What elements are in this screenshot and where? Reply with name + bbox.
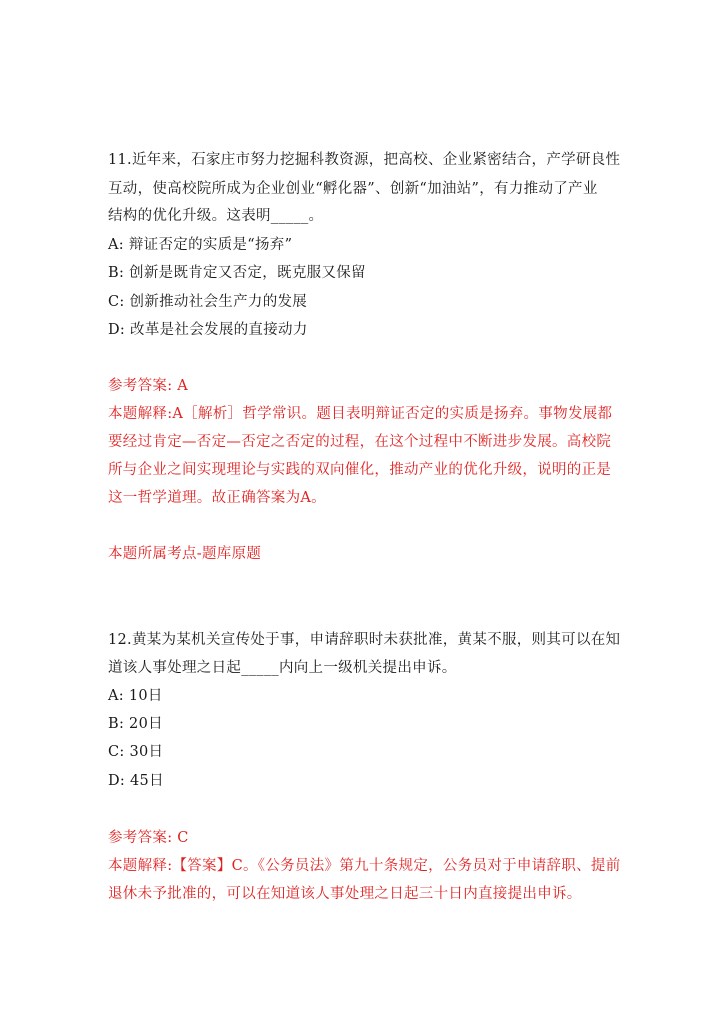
q12-option-b: B: 20日	[108, 716, 163, 732]
q12-stem-line-2: 道该人事处理之日起_____内向上一级机关提出申诉。	[108, 660, 457, 676]
q11-option-c: C: 创新推动社会生产力的发展	[108, 294, 308, 310]
q12-explanation-line-2: 退休未予批准的，可以在知道该人事处理之日起三十日内直接提出申诉。	[108, 886, 582, 902]
q11-explanation-line-4: 这一哲学道理。故正确答案为A。	[108, 490, 326, 506]
q12-option-a: A: 10日	[108, 688, 163, 704]
q11-explanation-line-2: 要经过肯定—否定—否定之否定的过程，在这个过程中不断进步发展。高校院	[108, 434, 612, 450]
q11-explanation-line-1: 本题解释:A［解析］哲学常识。题目表明辩证否定的实质是扬弃。事物发展都	[108, 406, 613, 422]
q11-stem-line-3: 结构的优化升级。这表明_____。	[108, 208, 324, 224]
q12-option-d: D: 45日	[108, 773, 164, 789]
q11-stem-line-1: 11.近年来，石家庄市努力挖掘科教资源，把高校、企业紧密结合，产学研良性	[108, 152, 621, 168]
q11-option-d: D: 改革是社会发展的直接动力	[108, 322, 308, 338]
q12-answer: 参考答案: C	[108, 830, 189, 846]
q11-option-b: B: 创新是既肯定又否定，既克服又保留	[108, 265, 366, 281]
q11-category: 本题所属考点-题库原题	[108, 546, 262, 562]
q11-stem-line-2: 互动，使高校院所成为企业创业“孵化器”、创新“加油站”，有力推动了产业	[108, 181, 598, 197]
q12-explanation-line-1: 本题解释:【答案】C。《公务员法》第九十条规定，公务员对于申请辞职、提前	[108, 858, 621, 874]
q11-explanation-line-3: 所与企业之间实现理论与实践的双向催化，推动产业的优化升级，说明的正是	[108, 462, 612, 478]
q11-option-a: A: 辩证否定的实质是“扬弃”	[108, 237, 293, 253]
q12-stem-line-1: 12.黄某为某机关宣传处于事，申请辞职时未获批准，黄某不服，则其可以在知	[108, 632, 621, 648]
q11-answer: 参考答案: A	[108, 378, 189, 394]
q12-option-c: C: 30日	[108, 744, 164, 760]
